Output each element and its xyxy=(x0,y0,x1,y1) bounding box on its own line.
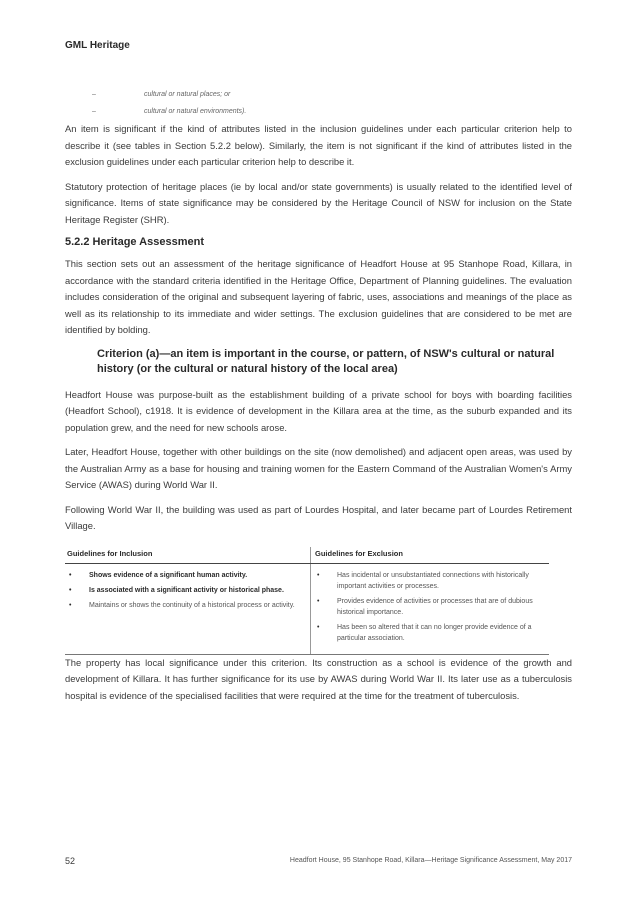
inclusion-header: Guidelines for Inclusion xyxy=(65,547,311,564)
exclusion-header: Guidelines for Exclusion xyxy=(311,547,550,564)
dash-marker: – xyxy=(92,108,96,115)
guidelines-table xyxy=(65,547,549,655)
dash-marker: – xyxy=(92,91,96,98)
footer-document-title: Headfort House, 95 Stanhope Road, Killara—Heritage Significance Assessment, May 2017 xyxy=(289,857,572,864)
inclusion-item xyxy=(67,570,307,581)
list-item xyxy=(92,103,572,120)
exclusion-item xyxy=(315,596,546,618)
inclusion-item xyxy=(67,600,307,611)
paragraph: This section sets out an assessment of the heritage significance of Headfort House at 95 Stanhope Road, Killara, in accordance with the standard criteria identified in the Heritage Office, Department of Planning guidelines. The evaluation includes consideration of the original and subsequent layering of fabric, uses, associations and meanings of the place as well as its relationship to its immediate and wider settings. The exclusion guidelines that are considered to be met are identified by bolding. xyxy=(65,258,572,335)
dash-list xyxy=(92,86,572,120)
inclusion-text: Maintains or shows the continuity of a historical process or activity. xyxy=(89,601,295,609)
criterion-heading: Criterion (a)—an item is important in the course, or pattern, of NSW's cultural or natural history (or the cultural or natural history of the local area) xyxy=(97,347,555,375)
bullet: • xyxy=(317,623,320,631)
exclusion-item xyxy=(315,570,546,592)
paragraph: Later, Headfort House, together with other buildings on the site (now demolished) and adjacent open areas, was used by the Australian Army as a base for housing and training women for the Eastern Command of the Australian Women's Army Service (AWAS) during World War II. xyxy=(65,446,572,490)
bullet: • xyxy=(317,597,320,605)
inclusion-item xyxy=(67,585,307,596)
exclusion-cell xyxy=(311,563,550,654)
header-title: GML Heritage xyxy=(65,40,130,51)
exclusion-text: Provides evidence of activities or processes that are of dubious historical importance. xyxy=(337,597,533,616)
exclusion-text: Has been so altered that it can no longer provide evidence of a particular association. xyxy=(337,623,532,642)
document-body xyxy=(65,121,572,712)
conclusion-paragraph: The property has local significance under this criterion. Its construction as a school is evidence of the growth and development of Killara. It has further significance for its use by AWAS during World War II. Its later use as a tuberculosis hospital is evidence of the specialised facilities that were required at the time for the treatment of tuberculosis. xyxy=(65,656,572,701)
bullet: • xyxy=(317,571,320,579)
exclusion-text: Has incidental or unsubstantiated connections with historically important activities or processes. xyxy=(337,571,529,590)
list-item-text: cultural or natural places; or xyxy=(144,91,231,98)
bullet: • xyxy=(69,601,72,609)
section-heading: 5.2.2 Heritage Assessment xyxy=(65,236,204,248)
page-number: 52 xyxy=(65,856,76,866)
bullet: • xyxy=(69,586,72,594)
list-item xyxy=(92,86,572,103)
list-item-text: cultural or natural environments). xyxy=(144,108,247,115)
paragraph: Headfort House was purpose-built as the establishment building of a private school for boys with boarding facilities (Headfort School), c1918. It is evidence of development in the Killara area at the time, as the suburb expanded and its population grew, and the need for new schools arose. xyxy=(65,388,572,433)
exclusion-item xyxy=(315,622,546,644)
bullet: • xyxy=(69,571,72,579)
table-row xyxy=(65,563,549,654)
inclusion-text: Shows evidence of a significant human activity. xyxy=(89,571,248,579)
paragraph: An item is significant if the kind of attributes listed in the inclusion guidelines under each particular criterion help to describe it (see tables in Section 5.2.2 below). Similarly, the item is not significant if the kind of attributes listed in the exclusion guidelines under each particular criterion help to describe it. xyxy=(65,123,572,167)
inclusion-cell xyxy=(65,563,311,654)
inclusion-text: Is associated with a significant activity or historical phase. xyxy=(89,586,284,594)
paragraph: Following World War II, the building was used as part of Lourdes Hospital, and later became part of Lourdes Retirement Village. xyxy=(65,503,572,531)
paragraph: Statutory protection of heritage places (ie by local and/or state governments) is usually related to the identified level of significance. Items of state significance may be considered by the Heritage Council of NSW for inclusion on the State Heritage Register (SHR). xyxy=(65,180,572,225)
